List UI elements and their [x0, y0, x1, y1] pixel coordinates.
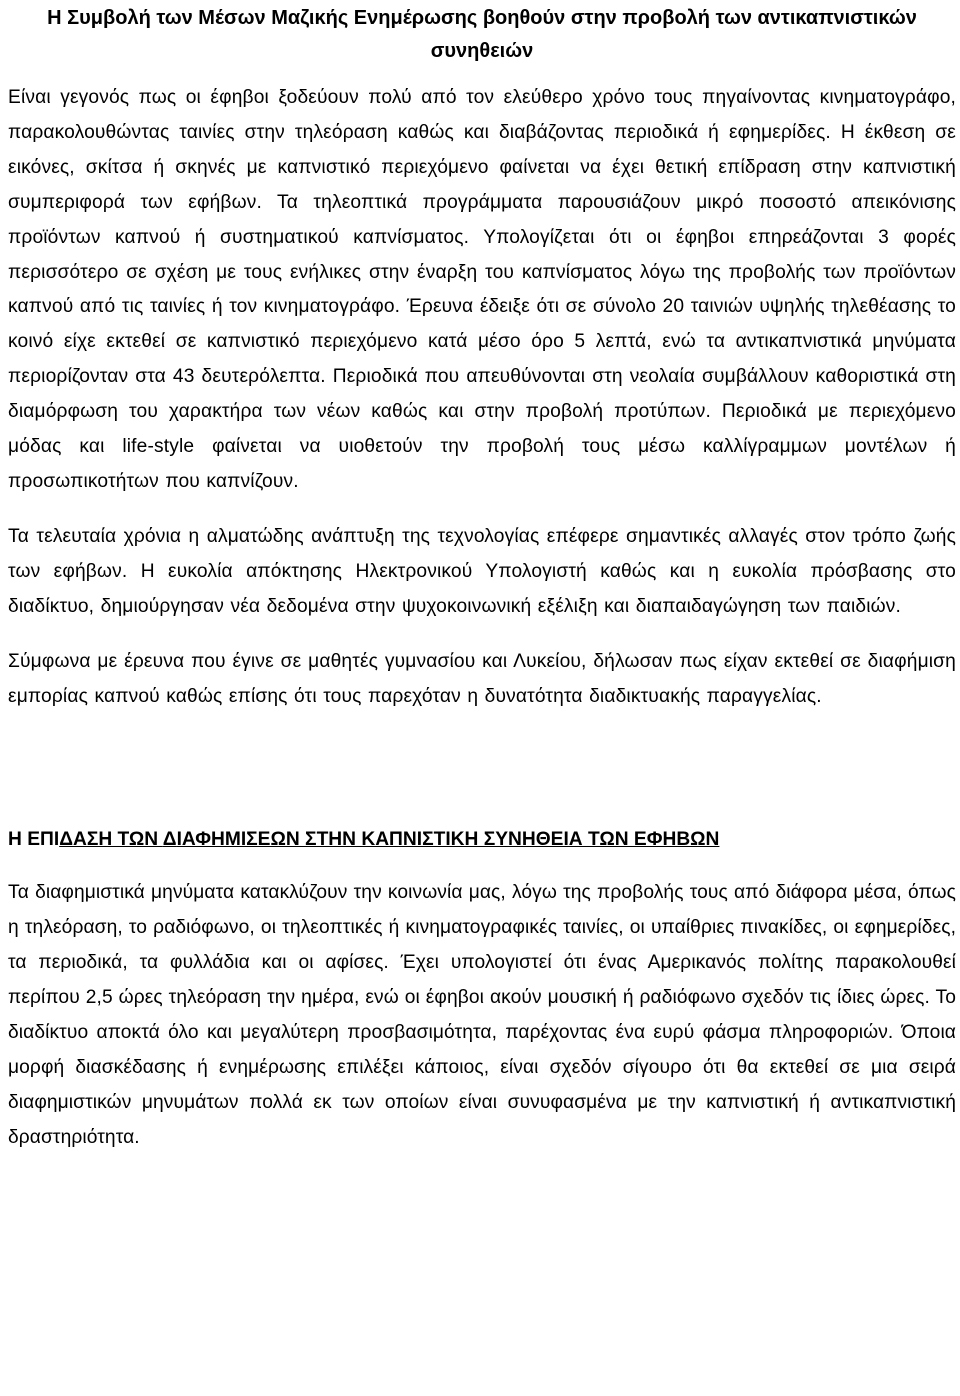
section-heading-part4: ΙΑΦΗΜΙΣΕΩΝ ΣΤΗΝ ΚΑΠΝΙΣΤΙΚΗ ΣΥΝΗΘΕΙΑ ΤΩΝ ΕΦΗΒΩΝ: [176, 829, 720, 851]
section-heading: [8, 823, 956, 857]
paragraph-survey: Σύμφωνα με έρευνα που έγινε σε μαθητές γυμνασίου και Λυκείου, δήλωσαν πως είχαν εκτεθεί σε διαφήμιση εμπορίας καπνού καθώς επίσης ότι τους παρεχόταν η δυνατότητα διαδικτυακής παραγγελίας.: [8, 650, 956, 707]
section-heading-part2: ΔΑΣΗ ΤΩΝ: [59, 829, 163, 851]
paragraph-media-influence: Είναι γεγονός πως οι έφηβοι ξοδεύουν πολύ από τον ελεύθερο χρόνο τους πηγαίνοντας κινηματογράφο, παρακολουθώντας ταινίες στην τηλεόραση καθώς και διαβάζοντας περιοδικά ή εφημερίδες. Η έκθεση σε εικόνες, σκίτσα ή σκηνές με καπνιστικό περιεχόμενο φαίνεται να έχει θετική επίδραση στην καπνιστική συμπεριφορά των εφήβων. Τα τηλεοπτικά προγράμματα παρουσιάζουν μικρό ποσοστό απεικόνισης προϊόντων καπνού ή συστηματικού καπνίσματος. Υπολογίζεται ότι οι έφηβοι επηρεάζονται 3 φορές περισσότερο σε σχέση με τους ενήλικες στην έναρξη του καπνίσματος λόγω της προβολής των προϊόντων καπνού από τις ταινίες ή τον κινηματογράφο. Έρευνα έδειξε ότι σε σύνολο 20 ταινιών υψηλής τηλεθέασης το κοινό είχε εκτεθεί σε καπνιστικό περιεχόμενο κατά μέσο όρο 5 λεπτά, ενώ τα αντικαπνιστικά μηνύματα περιορίζονταν στα 43 δευτερόλεπτα. Περιοδικά που απευθύνονται στη νεολαία συμβάλλουν καθοριστικά στη διαμόρφωση του χαρακτήρα των νέων καθώς και στην προβολή προτύπων. Περιοδικά με περιεχόμενο μόδας και life-style φαίνεται να υιοθετούν την προβολή τους μέσω καλλίγραμμων μοντέλων ή προσωπικοτήτων που καπνίζουν.: [8, 87, 956, 492]
paragraph-advertising: Τα διαφημιστικά μηνύματα κατακλύζουν την κοινωνία μας, λόγω της προβολής τους από διάφορα μέσα, όπως η τηλεόραση, το ραδιόφωνο, οι τηλεοπτικές ή κινηματογραφικές ταινίες, οι υπαίθριες πινακίδες, οι εφημερίδες, τα περιοδικά, τα φυλλάδια και οι αφίσες. Έχει υπολογιστεί ότι ένας Αμερικανός πολίτης παρακολουθεί περίπου 2,5 ώρες τηλεόραση την ημέρα, ενώ οι έφηβοι ακούν μουσική ή ραδιόφωνο σχεδόν τις ίδιες ώρες. Το διαδίκτυο αποκτά όλο και μεγαλύτερη προσβασιμότητα, παρέχοντας ένα ευρύ φάσμα πληροφοριών. Όποια μορφή διασκέδασης ή ενημέρωσης επιλέξει κάποιος, είναι σχεδόν σίγουρο ότι θα εκτεθεί σε μια σειρά διαφημιστικών μηνυμάτων πολλά εκ των οποίων είναι συνυφασμένα με την καπνιστική ή αντικαπνιστική δραστηριότητα.: [8, 882, 956, 1148]
document-page: [8, 0, 956, 1156]
section-heading-part3: Δ: [162, 829, 177, 851]
paragraph-technology: Τα τελευταία χρόνια η αλματώδης ανάπτυξη της τεχνολογίας επέφερε σημαντικές αλλαγές στον τρόπο ζωής των εφήβων. Η ευκολία απόκτησης Ηλεκτρονικού Υπολογιστή καθώς και η ευκολία πρόσβασης στο διαδίκτυο, δημιούργησαν νέα δεδομένα στην ψυχοκοινωνική εξέλιξη και διαπαιδαγώγηση των παιδιών.: [8, 525, 956, 617]
section-heading-part1: Η ΕΠΙ: [8, 829, 60, 851]
document-title: Η Συμβολή των Μέσων Μαζικής Ενημέρωσης βοηθούν στην προβολή των αντικαπνιστικών συνηθειών: [47, 7, 917, 62]
